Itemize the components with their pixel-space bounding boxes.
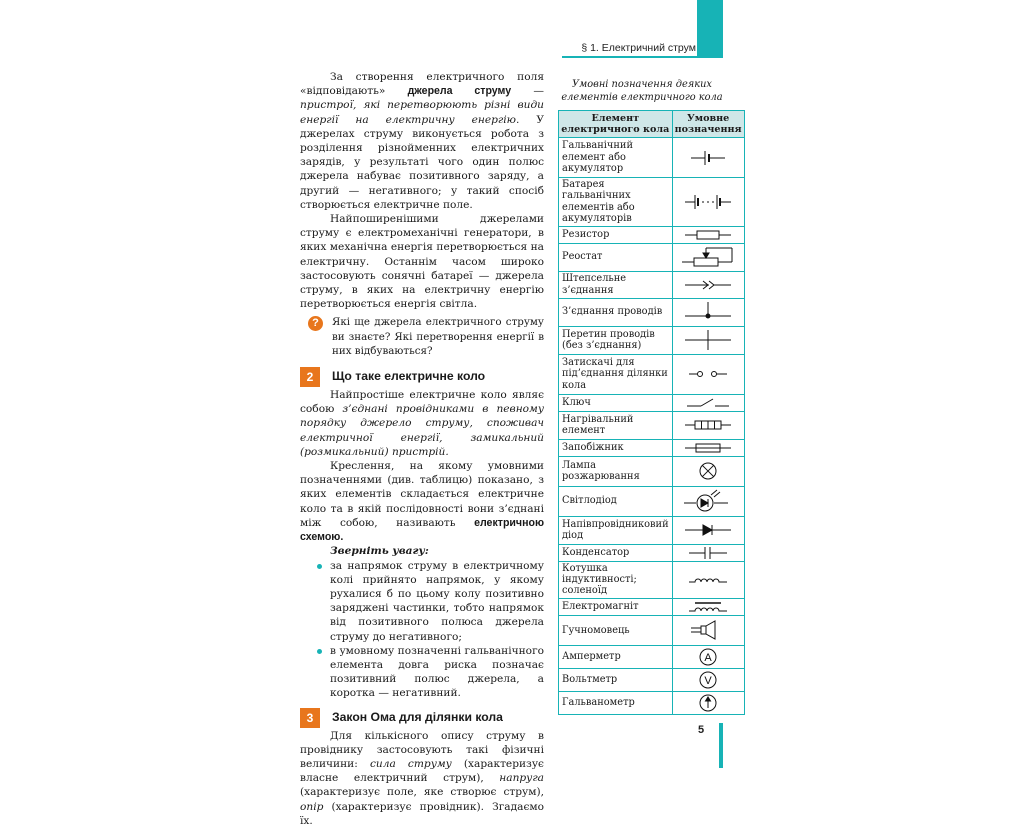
heating-element-icon [683, 419, 733, 431]
symbols-table [558, 110, 745, 715]
element-name: Конденсатор [559, 544, 673, 561]
table-row [559, 178, 745, 227]
element-name: Ключ [559, 394, 673, 411]
question-block [300, 315, 544, 358]
plug-connection-icon [683, 278, 733, 292]
table-row [559, 516, 745, 544]
led-icon [680, 488, 736, 514]
element-name: Електромагніт [559, 598, 673, 615]
main-text-column [300, 70, 544, 828]
note-heading: Зверніть увагу: [330, 545, 429, 558]
svg-text:V: V [704, 674, 712, 687]
page-tab-decoration [697, 0, 723, 56]
table-row [559, 326, 745, 354]
table-row [559, 668, 745, 691]
table-row [559, 226, 745, 243]
element-name: Гучномовець [559, 615, 673, 645]
question-icon: ? [308, 316, 323, 331]
table-row [559, 544, 745, 561]
element-name: Затискачі для під’єднання ділянки кола [559, 354, 673, 394]
galvanometer-icon [683, 693, 733, 713]
table-row [559, 486, 745, 516]
table-row [559, 411, 745, 439]
table-row [559, 243, 745, 271]
table-row [559, 439, 745, 456]
element-name: Лампа розжарювання [559, 456, 673, 486]
paragraph: Найпоширенішими джерелами струму є електромеханічні генератори, в яких механічна енергія перетворюється на електричну. Останнім часом широко застосовують сонячні батареї — джерела струму, в яких на електричну енергію перетворюється енергія світла. [300, 213, 544, 311]
element-name: Нагрівальний елемент [559, 411, 673, 439]
header-rule [562, 56, 723, 58]
galvanic-cell-icon [685, 148, 731, 168]
section-number: 2 [300, 367, 320, 387]
element-name: Котушка індуктивності; соленоїд [559, 561, 673, 598]
voltmeter-icon [683, 670, 733, 690]
diode-icon [683, 522, 733, 538]
table-row [559, 271, 745, 298]
table-row [559, 561, 745, 598]
column-header: Умовне позначення [672, 111, 744, 138]
element-name: Амперметр [559, 645, 673, 668]
running-header: § 1. Електричний струм [581, 42, 696, 54]
bullet-dot [317, 649, 322, 654]
bullet-dot [317, 564, 322, 569]
electromagnet-icon [683, 600, 733, 614]
resistor-icon [683, 229, 733, 241]
element-name: Батарея гальванічних елементів або акумуляторів [559, 178, 673, 227]
element-name: Реостат [559, 243, 673, 271]
element-name: Вольтметр [559, 668, 673, 691]
section-heading-2 [300, 366, 544, 386]
list-item: в умовному позначенні гальванічного елемента довга риска позначає позитивний полюс джерела, а коротка — негативний. [300, 644, 544, 701]
fuse-icon [683, 442, 733, 454]
paragraph: Для кількісного опису струму в провіднику застосовують такі фізичні величини: сила струму (характеризує власне електричний струм), напруга (характеризує поле, яке створює струм), опір (характеризує провідник). Згадаємо їх. [300, 729, 544, 827]
terminals-icon [683, 367, 733, 381]
section-title: Закон Ома для ділянки кола [332, 709, 503, 724]
inductor-icon [683, 574, 733, 586]
ammeter-icon [683, 647, 733, 667]
paragraph: За створення електричного поля «відповідають» джерела струму — пристрої, які перетворюють різні види енергії на електричну енергію. У джерелах струму виконується робота з розділення різнойменних електричних зарядів, у результаті чого один полюс джерела набуває позитивного заряду, а другий — негативного; у такий спосіб створюється електричне поле. [300, 71, 544, 211]
element-name: Гальванічний елемент або акумулятор [559, 138, 673, 178]
paragraph: Креслення, на якому умовними позначеннями (див. таблицю) показано, з яких елементів складається електричне коло та в якій послідовності вони з’єднані між собою, називають електричною схемою. [300, 460, 544, 544]
capacitor-icon [683, 546, 733, 560]
table-row [559, 615, 745, 645]
table-row [559, 598, 745, 615]
table-header-row [559, 111, 745, 138]
element-name: Гальванометр [559, 691, 673, 714]
battery-icon [683, 192, 733, 212]
page-tab-decoration [719, 723, 723, 768]
paragraph: Найпростіше електричне коло являє собою з’єднані провідниками в певному порядку джерело струму, споживач електричної енергії, замикальний (розмикальний) пристрій. [300, 389, 544, 458]
table-row [559, 354, 745, 394]
section-title: Що таке електричне коло [332, 369, 486, 384]
element-name: З’єднання проводів [559, 298, 673, 326]
wire-crossing-icon [683, 328, 733, 352]
element-name: Штепсельне з’єднання [559, 271, 673, 298]
lamp-icon [683, 460, 733, 482]
table-row [559, 691, 745, 714]
table-caption: Умовні позначення деяких елементів електричного кола [561, 79, 723, 103]
column-header: Елемент електричного кола [559, 111, 673, 138]
element-name: Перетин проводів (без з’єднання) [559, 326, 673, 354]
rheostat-icon [680, 244, 736, 270]
element-name: Запобіжник [559, 439, 673, 456]
svg-text:A: A [704, 651, 712, 664]
page-number: 5 [698, 724, 705, 736]
question-text: Які ще джерела електричного струму ви знаєте? Які перетворення енергії в них відбуваються? [332, 316, 544, 357]
list-item: за напрямок струму в електричному колі прийнято напрямок, у якому рухалися б по цьому колу позитивно заряджені частинки, тобто напрямок від позитивного полюса джерела струму до негативного; [300, 559, 544, 644]
section-number: 3 [300, 708, 320, 728]
table-row [559, 298, 745, 326]
table-row [559, 394, 745, 411]
element-name: Напівпровідниковий діод [559, 516, 673, 544]
section-heading-3 [300, 707, 544, 727]
element-name: Резистор [559, 226, 673, 243]
table-row [559, 138, 745, 178]
table-row [559, 456, 745, 486]
element-name: Світлодіод [559, 486, 673, 516]
speaker-icon [683, 619, 733, 641]
table-row [559, 645, 745, 668]
switch-icon [683, 396, 733, 410]
wire-junction-icon [683, 300, 733, 324]
